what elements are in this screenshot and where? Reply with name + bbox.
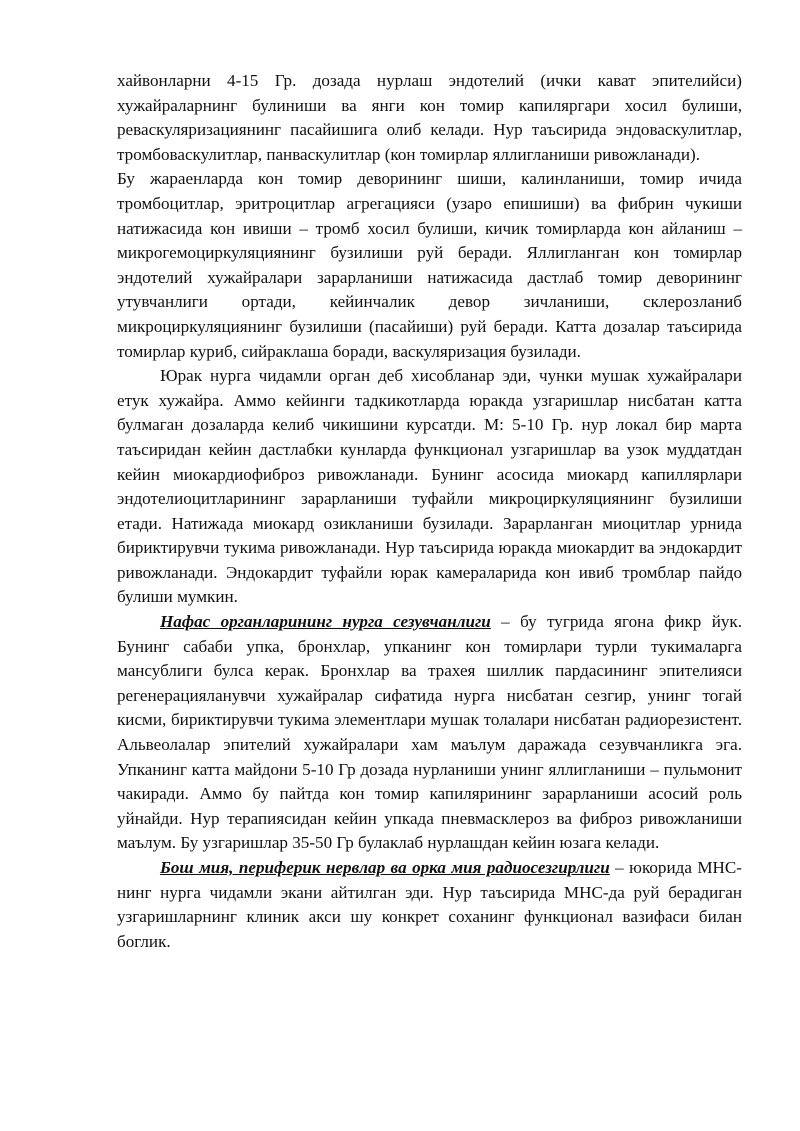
section-heading-respiratory: Нафас органларининг нурга сезувчанлиги (160, 612, 491, 632)
paragraph-body-respiratory: – бу тугрида ягона фикр йук. Бунинг сабаби упка, бронхлар, упканинг кон томирлари турли тукималарга мансублиги булса керак. Бронхлар ва трахея шиллик пардасининг эпителияси регенерацияланувчи хужайралар сифатида нурга нисбатан сезгир, унинг тогай кисми, бириктирувчи тукима элементлари мушак толалари нисбатан радиорезистент. Альвеолалар эпителий хужайралари хам маълум даражада сезувчанликга эга. Упканинг катта майдони 5-10 Гр дозада нурланиши унинг яллигланиши – пульмонит чакиради. Аммо бу пайтда кон томир капилярининг зарарланиши асосий роль уйнайди. Нур терапиясидан кейин упкада пневмасклероз ва фиброз ривожланиши маълум. Бу узгаришлар 35-50 Гр булаклаб нурлашдан кейин юзага келади. (117, 612, 742, 853)
paragraph-heart-radiation: Юрак нурга чидамли орган деб хисобланар эди, чунки мушак хужайралари етук хужайра. Аммо кейинги тадкикотларда юракда узгаришлар нисбатан катта булмаган дозаларда келиб чикишини курсатди. М: 5-10 Гр. нур локал бир марта таъсиридан кейин дастлабки кунларда функционал узгаришлар ва узок муддатдан кейин миокардиофиброз ривожланади. Бунинг асосида миокард капиллярлари эндотелиоцитларининг зарарланиши туфайли микроциркуляциянинг бузилиши етади. Натижада миокард озикланиши бузилади. Зарарланган миоцитлар урнида бириктирувчи тукима ривожланади. Нур таъсирида юракда миокардит ва эндокардит ривожланади. Эндокардит туфайли юрак камераларида кон ивиб тромблар пайдо булиши мумкин. (117, 366, 742, 607)
paragraph-body-nervous-system: – юкорида МНС-нинг нурга чидамли экани айтилган эди. Нур таъсирида МНС-да руй берадиган узгаришларнинг клиник акси шу конкрет соханинг функционал вазифаси билан боглик. (117, 858, 742, 951)
paragraph-respiratory-organs (117, 610, 742, 856)
paragraph-vascular-radiation: хайвонларни 4-15 Гр. дозада нурлаш эндотелий (ички кават эпителийси) хужайраларнинг булиниши ва янги кон томир капиляргари хосил булиши, реваскуляризациянинг пасайишига олиб келади. Нур таъсирида эндоваскулитлар, тромбоваскулитлар, панваскулитлар (кон томирлар яллигланиши ривожланади). (117, 71, 742, 164)
paragraph-vessel-wall-changes: Бу жараенларда кон томир деворининг шиши, калинланиши, томир ичида тромбоцитлар, эритроцитлар агрегацияси (узаро епишиши) ва фибрин чукиши натижасида кон ивиши – тромб хосил булиши, кичик томирларда кон айланиш – микрогемоциркуляциянинг бузилиши руй беради. Яллигланган кон томирлар эндотелий хужайралари зарарланиши натижасида дастлаб томир деворининг утувчанлиги ортади, кейинчалик девор зичланиши, склерозланиб микроциркуляциянинг бузилиши (пасайиши) руй беради. Катта дозалар таъсирида томирлар куриб, сийраклаша боради, васкуляризация бузилади. (117, 169, 742, 361)
paragraph-nervous-system (117, 856, 742, 954)
document-page (117, 69, 742, 954)
section-heading-nervous-system: Бош мия, периферик нервлар ва орка мия радиосезгирлиги (160, 858, 610, 877)
